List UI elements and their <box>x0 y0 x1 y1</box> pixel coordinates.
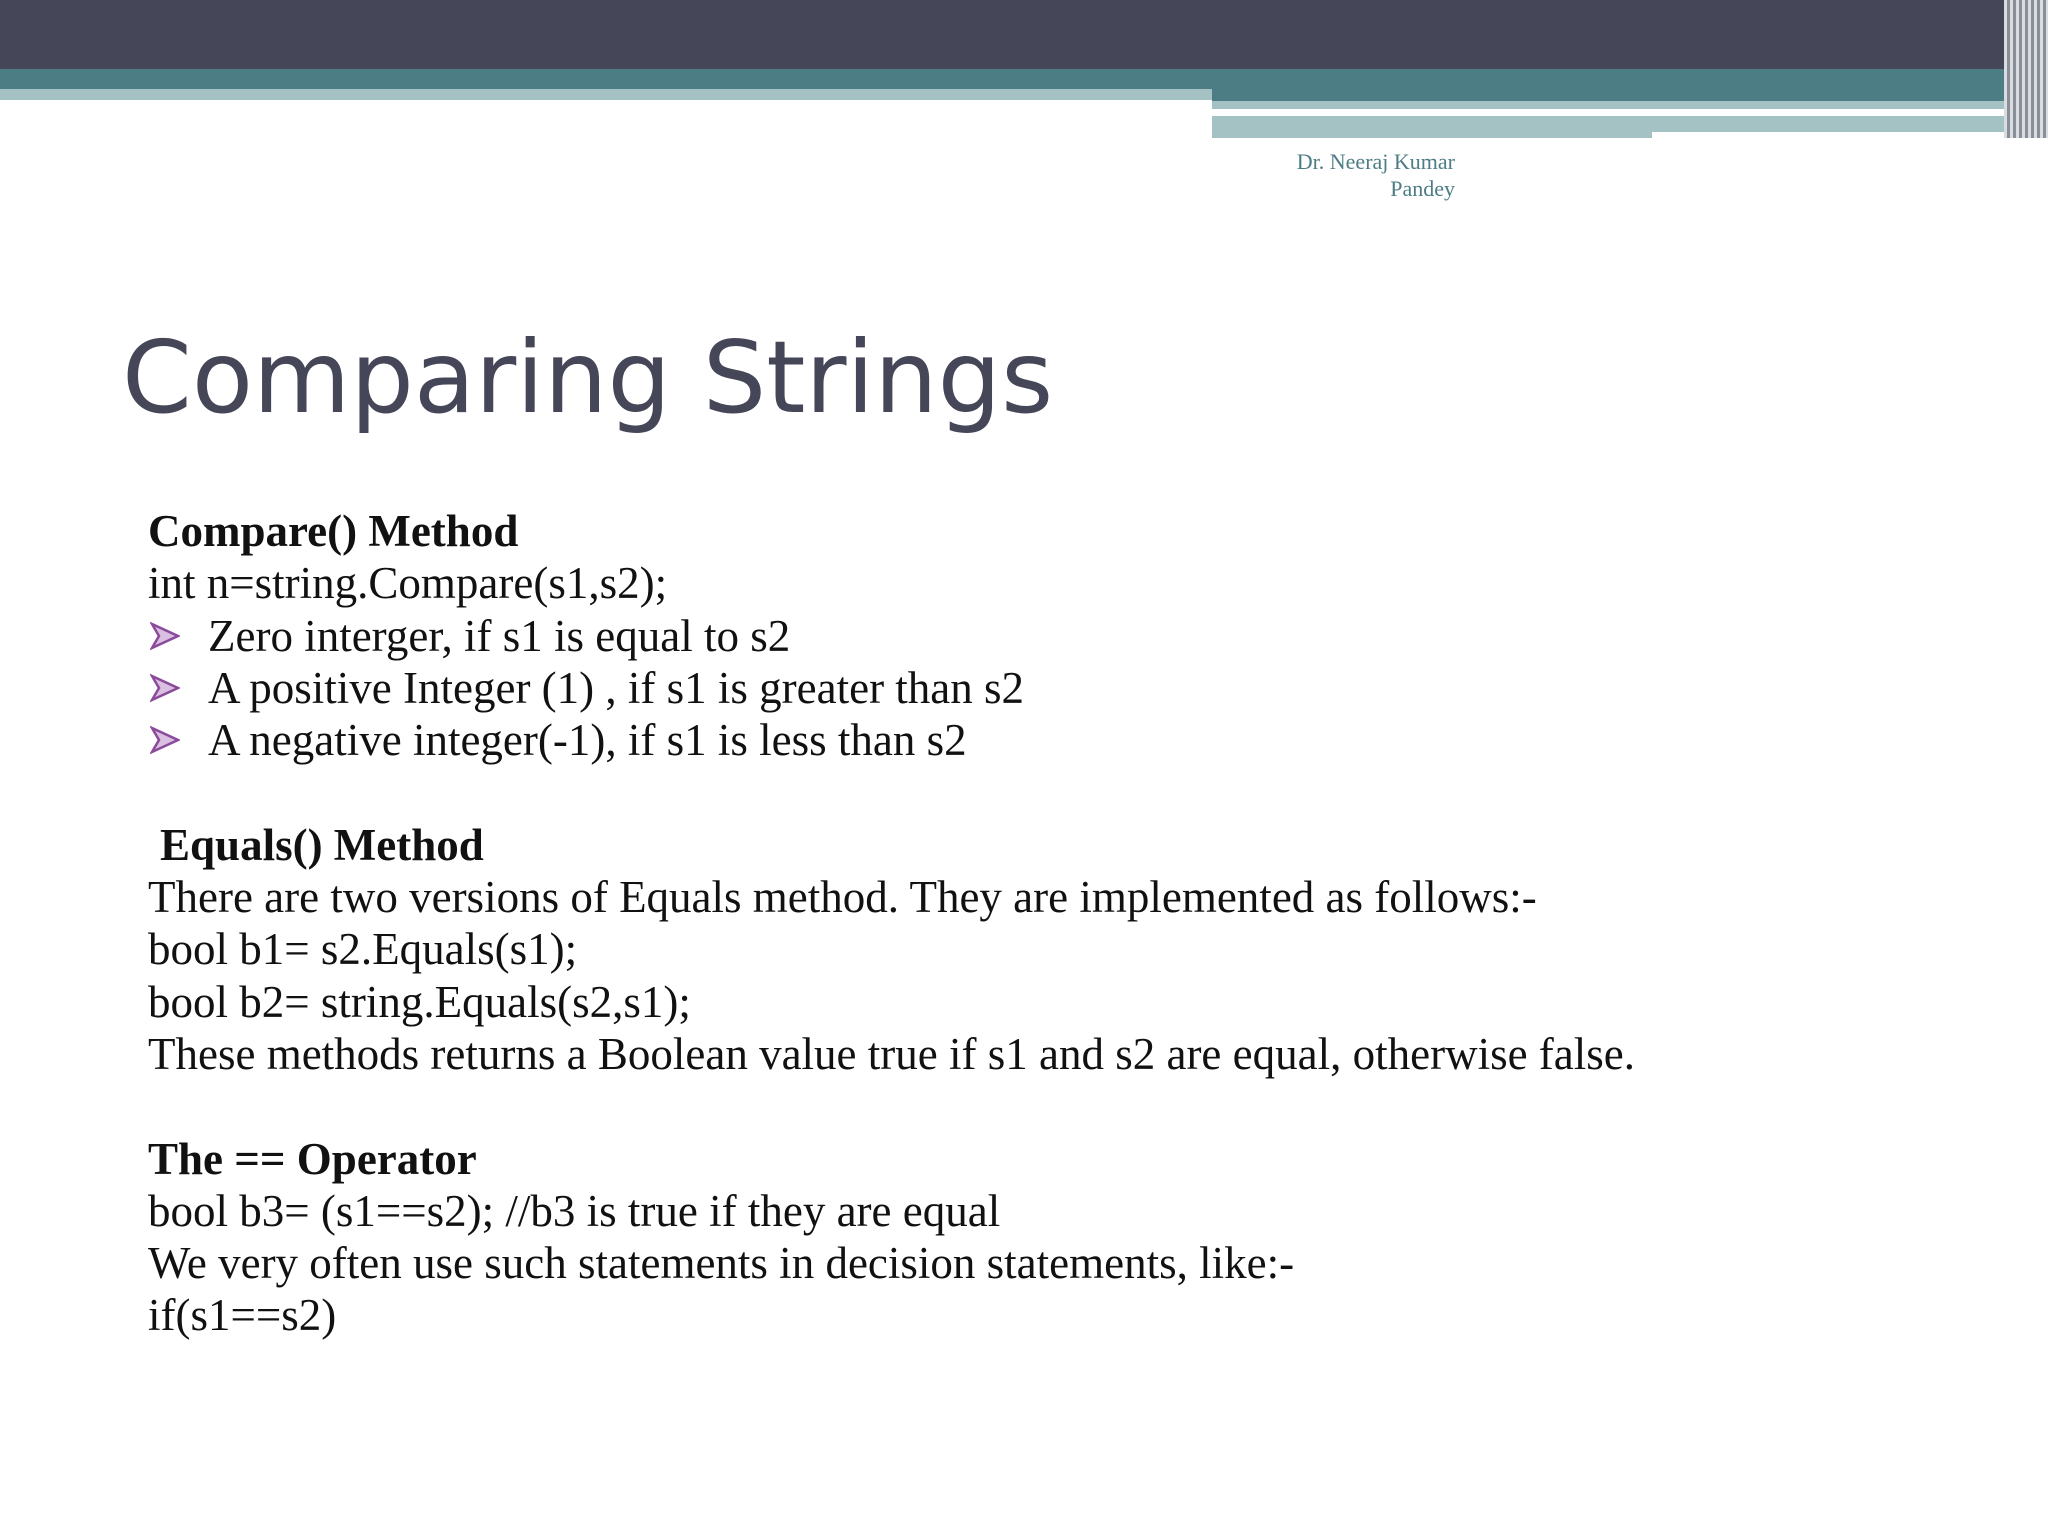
header-band-light-right-2 <box>1212 116 1652 138</box>
compare-code: int n=string.Compare(s1,s2); <box>148 558 668 609</box>
slide-content <box>148 505 2028 1342</box>
author-name <box>1230 148 1455 202</box>
slide-title: Comparing Strings <box>122 319 1054 436</box>
compare-bullet <box>148 662 2028 714</box>
header-band-light-right <box>1212 101 2008 109</box>
arrow-bullet-icon <box>148 725 208 755</box>
author-line-2: Pandey <box>1390 176 1455 201</box>
header-band-dark <box>0 0 2048 69</box>
equals-heading: Equals() Method <box>160 819 484 870</box>
operator-heading: The == Operator <box>148 1133 477 1184</box>
compare-bullet-text: A negative integer(-1), if s1 is less than s2 <box>208 715 967 766</box>
header-stripes <box>2004 0 2048 138</box>
arrow-bullet-icon <box>148 673 208 703</box>
header-band-light-right-3 <box>1652 116 2008 132</box>
header-band-light-left <box>0 89 1212 100</box>
spacer <box>148 766 2028 818</box>
equals-code-2: bool b2= string.Equals(s2,s1); <box>148 976 691 1027</box>
equals-note: These methods returns a Boolean value true if s1 and s2 are equal, otherwise false. <box>148 1028 1635 1079</box>
header-band-teal <box>0 69 2048 89</box>
author-line-1: Dr. Neeraj Kumar <box>1296 149 1455 174</box>
operator-example: if(s1==s2) <box>148 1290 337 1341</box>
spacer <box>148 1080 2028 1132</box>
equals-intro: There are two versions of Equals method. They are implemented as follows:- <box>148 872 1537 923</box>
compare-bullet <box>148 610 2028 662</box>
equals-code-1: bool b1= s2.Equals(s1); <box>148 924 578 975</box>
compare-bullet-text: Zero interger, if s1 is equal to s2 <box>208 610 791 661</box>
arrow-bullet-icon <box>148 621 208 651</box>
header-band-teal-right <box>1212 89 2048 101</box>
operator-note: We very often use such statements in decision statements, like:- <box>148 1238 1295 1289</box>
compare-bullet <box>148 714 2028 766</box>
operator-code: bool b3= (s1==s2); //b3 is true if they are equal <box>148 1185 1001 1236</box>
compare-bullet-text: A positive Integer (1) , if s1 is greater than s2 <box>208 662 1025 713</box>
compare-heading: Compare() Method <box>148 506 519 556</box>
